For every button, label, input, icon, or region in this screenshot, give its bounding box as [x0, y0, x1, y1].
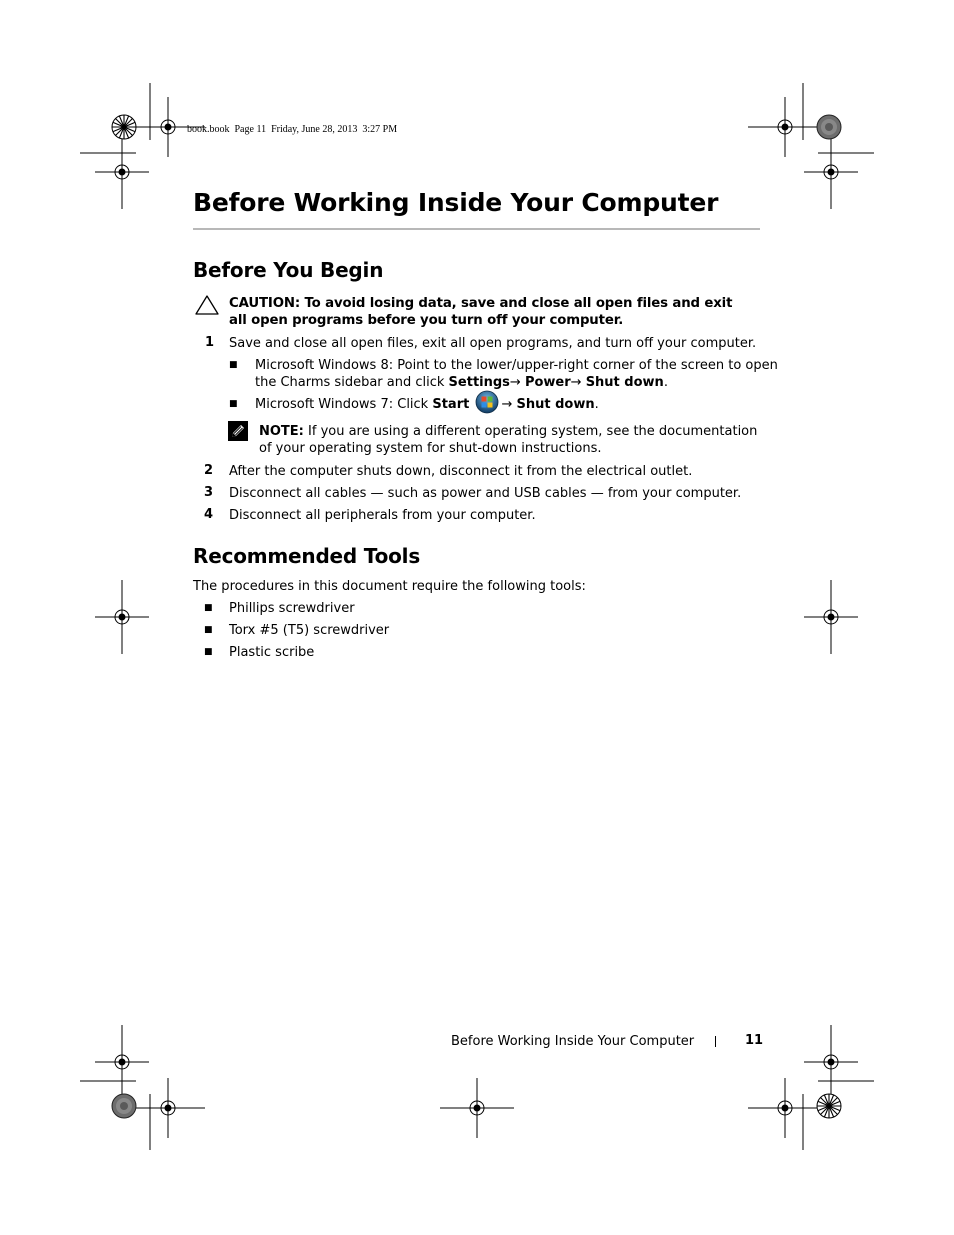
tool-item: Phillips screwdriver: [229, 601, 355, 616]
footer-divider: [715, 1036, 716, 1047]
windows-start-orb-icon: [473, 398, 501, 412]
note-pencil-icon: [228, 421, 248, 441]
print-slug-line: book.book Page 11 Friday, June 28, 2013 3:27 PM: [187, 124, 398, 135]
note-label: NOTE:: [259, 424, 304, 439]
caution-line-2: all open programs before you turn off your computer.: [229, 313, 624, 328]
windows7-instructions: [255, 396, 599, 413]
arrow-glyph: →: [509, 375, 525, 390]
bullet-icon: ■: [204, 647, 213, 657]
step-number: 4: [204, 507, 214, 522]
windows7-prefix: Microsoft Windows 7: Click: [255, 397, 433, 412]
note-line-2: of your operating system for shut-down instructions.: [259, 441, 602, 456]
step-text: Disconnect all cables — such as power and USB cables — from your computer.: [229, 486, 742, 501]
step-number: 1: [205, 335, 215, 350]
windows8-line-2: [255, 374, 778, 391]
period: .: [594, 397, 599, 412]
caution-label: CAUTION:: [229, 296, 301, 311]
section-heading-recommended-tools: Recommended Tools: [193, 544, 421, 568]
step-number: 3: [204, 485, 214, 500]
step-text: Disconnect all peripherals from your computer.: [229, 508, 536, 523]
start-label: Start: [432, 397, 470, 412]
step-number: 2: [204, 463, 214, 478]
title-rule: [193, 228, 760, 230]
bullet-icon: ■: [229, 360, 238, 370]
note-text: [259, 423, 757, 457]
tools-intro: The procedures in this document require the following tools:: [193, 579, 586, 594]
bullet-icon: ■: [229, 399, 238, 409]
shut-down-label: Shut down: [585, 375, 664, 390]
bullet-icon: ■: [204, 603, 213, 613]
note-line-1: If you are using a different operating system, see the documentation: [308, 424, 758, 439]
shut-down-label: Shut down: [516, 397, 595, 412]
bullet-icon: ■: [204, 625, 213, 635]
page-title: Before Working Inside Your Computer: [193, 188, 719, 217]
step-text: Save and close all open files, exit all open programs, and turn off your computer.: [229, 336, 757, 351]
footer-title: Before Working Inside Your Computer: [451, 1034, 695, 1049]
caution-text: [229, 295, 732, 329]
caution-triangle-icon: [194, 294, 220, 316]
tool-item: Plastic scribe: [229, 645, 315, 660]
tool-item: Torx #5 (T5) screwdriver: [229, 623, 390, 638]
caution-line-1: To avoid losing data, save and close all open files and exit: [304, 296, 733, 311]
windows8-instructions: [255, 357, 778, 391]
windows8-line-2-prefix: the Charms sidebar and click: [255, 375, 449, 390]
settings-label: Settings: [448, 375, 510, 390]
power-label: Power: [524, 375, 571, 390]
windows8-line-1: Microsoft Windows 8: Point to the lower/upper-right corner of the screen to open: [255, 358, 778, 373]
page-number: 11: [745, 1033, 764, 1048]
arrow-glyph: →: [501, 397, 517, 412]
section-heading-before-you-begin: Before You Begin: [193, 258, 384, 282]
step-text: After the computer shuts down, disconnect it from the electrical outlet.: [229, 464, 693, 479]
arrow-glyph: →: [570, 375, 586, 390]
period: .: [663, 375, 668, 390]
